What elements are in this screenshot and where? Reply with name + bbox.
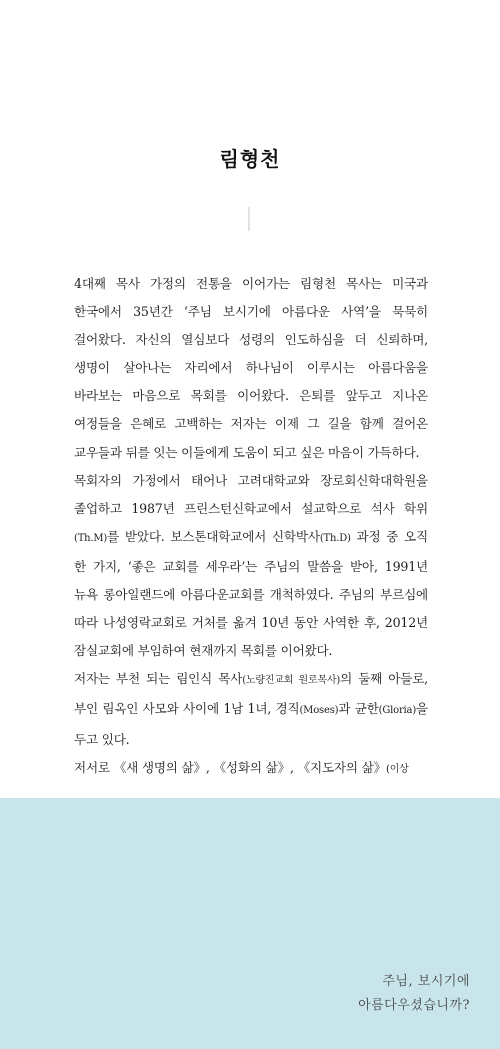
closing-phrase (358, 970, 470, 1018)
name-note: (Moses) (299, 705, 339, 717)
bio-text: 를 받았다. 보스톤대학교에서 신학박사 (107, 528, 320, 544)
closing-line-2: 아름다우셨습니까? (358, 998, 470, 1013)
bio-text: 저서로 《새 생명의 삶》, 《성화의 삶》, 《지도자의 삶》 (74, 759, 387, 775)
bio-paragraph (74, 754, 428, 784)
bio-paragraph (74, 467, 428, 666)
bio-text: 4대째 목사 가정의 전통을 이어가는 림형천 목사는 미국과 한국에서 35년간 ‘주님 보시기에 아름다운 사역’을 묵묵히 걸어왔다. 자신의 열심보다 성령의 인도하심을 더 신뢰하며, 생명이 살아나는 자리에서 하나님이 이루시는 아름다움을 바라보는 마음으로 목회를 이어왔다. 은퇴를 앞두고 지나온 여정들을 은혜로 고백하는 저자는 이제 그 길을 함께 걸어온 교우들과 뒤를 잇는 이들에게 도움이 되고 싶은 마음이 가득하다. (74, 276, 428, 460)
bio-text: 과정 중 오직 한 가지, ‘좋은 교회를 세우라’는 주님의 말씀을 받아, 1991년 뉴욕 롱아일랜드에 아름다운교회를 개척하였다. 주님의 부르심에 따라 나성영락교회로 거처를 옮겨 10년 동안 사역한 후, 2012년 잠실교회에 부임하여 현재까지 목회를 이어왔다. (74, 528, 428, 659)
author-bio (74, 270, 428, 798)
name-note: (Gloria) (378, 705, 417, 717)
bio-paragraph (74, 270, 428, 467)
bio-paragraph (74, 665, 428, 753)
bio-text: 저자는 부천 되는 림인식 목사 (74, 671, 243, 687)
closing-line-1: 주님, 보시기에 (382, 974, 470, 989)
divider-line (248, 207, 250, 231)
degree-note: (Th.M) (74, 532, 108, 544)
bio-text: 의 둘째 아들로, 부인 림옥인 사모와 사이에 1남 1녀, 경직 (74, 671, 428, 717)
bio-text: 을 두고 있다. (74, 701, 428, 747)
bio-text: 목회자의 가정에서 태어나 고려대학교와 장로회신학대학원을 졸업하고 1987년 프린스턴신학교에서 설교학으로 석사 학위 (74, 472, 428, 516)
church-note: (노량진교회 원로목사) (242, 675, 341, 687)
bottom-panel (0, 798, 500, 1049)
books-note: (이상 (386, 763, 409, 775)
author-name: 림형천 (219, 147, 281, 171)
bio-text: 과 균한 (338, 701, 379, 717)
degree-note: (Th.D) (319, 532, 351, 544)
